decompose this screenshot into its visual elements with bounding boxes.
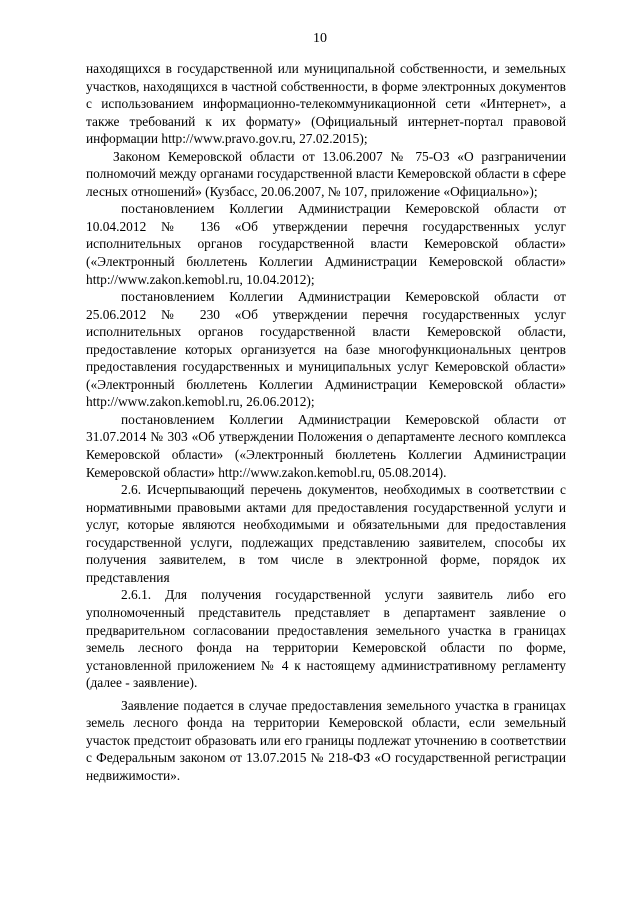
page-number: 10 bbox=[313, 31, 327, 46]
section-2-6-heading: 2.6. Исчерпывающий перечень документов, необходимых в соответствии с нормативными правовыми актами для предоставления государственной услуги и услуг, которые являются необходимыми и обязательными для предоставления государственной услуги, подлежащих представлению заявителем, способы их получения заявителем, в том числе в электронной форме, порядок их представления bbox=[86, 482, 566, 585]
paragraph-continuation: находящихся в государственной или муниципальной собственности, и земельных участков, находящихся в частной собственности, в форме электронных документов с использованием информационно-телекоммуникационной сети «Интернет», а также требований к их формату» (Официальный интернет-портал правовой информации http://www.pravo.gov.ru, 27.02.2015); bbox=[86, 61, 566, 147]
paragraph-law-75-oz: Законом Кемеровской области от 13.06.2007 № 75-ОЗ «О разграничении полномочий между органами государственной власти Кемеровской области в сфере лесных отношений» (Кузбасс, 20.06.2007, № 107, приложение «Официально»); bbox=[86, 148, 566, 199]
paragraph-resolution-230: постановлением Коллегии Администрации Кемеровской области от 25.06.2012 № 230 «Об утверждении перечня государственных услуг исполнительных органов государственной власти Кемеровской области, предоставление которых организуется на базе многофункциональных центров предоставления государственных и муниципальных услуг Кемеровской области» («Электронный бюллетень Коллегии Администрации Кемеровской области» http://www.zakon.kemobl.ru, 26.06.2012); bbox=[86, 289, 566, 410]
document-body bbox=[86, 60, 566, 784]
paragraph-2-6-1: 2.6.1. Для получения государственной услуги заявитель либо его уполномоченный представитель представляет в департамент заявление о предварительном согласовании предоставления земельного участка в границах земель лесного фонда на территории Кемеровской области по форме, установленной приложением № 4 к настоящему административному регламенту (далее - заявление). bbox=[86, 587, 566, 691]
paragraph-resolution-303: постановлением Коллегии Администрации Кемеровской области от 31.07.2014 № 303 «Об утверждении Положения о департаменте лесного комплекса Кемеровской области» («Электронный бюллетень Коллегии Администрации Кемеровской области» http://www.zakon.kemobl.ru, 05.08.2014). bbox=[86, 411, 566, 480]
paragraph-resolution-136: постановлением Коллегии Администрации Кемеровской области от 10.04.2012 № 136 «Об утверждении перечня государственных услуг исполнительных органов государственной власти Кемеровской области» («Электронный бюллетень Коллегии Администрации Кемеровской области» http://www.zakon.kemobl.ru, 10.04.2012); bbox=[86, 201, 566, 287]
paragraph-application-conditions: Заявление подается в случае предоставления земельного участка в границах земель лесного фонда на территории Кемеровской области, если земельный участок предстоит образовать или его границы подлежат уточнению в соответствии с Федеральным законом от 13.07.2015 № 218-ФЗ «О государственной регистрации недвижимости». bbox=[86, 697, 566, 783]
